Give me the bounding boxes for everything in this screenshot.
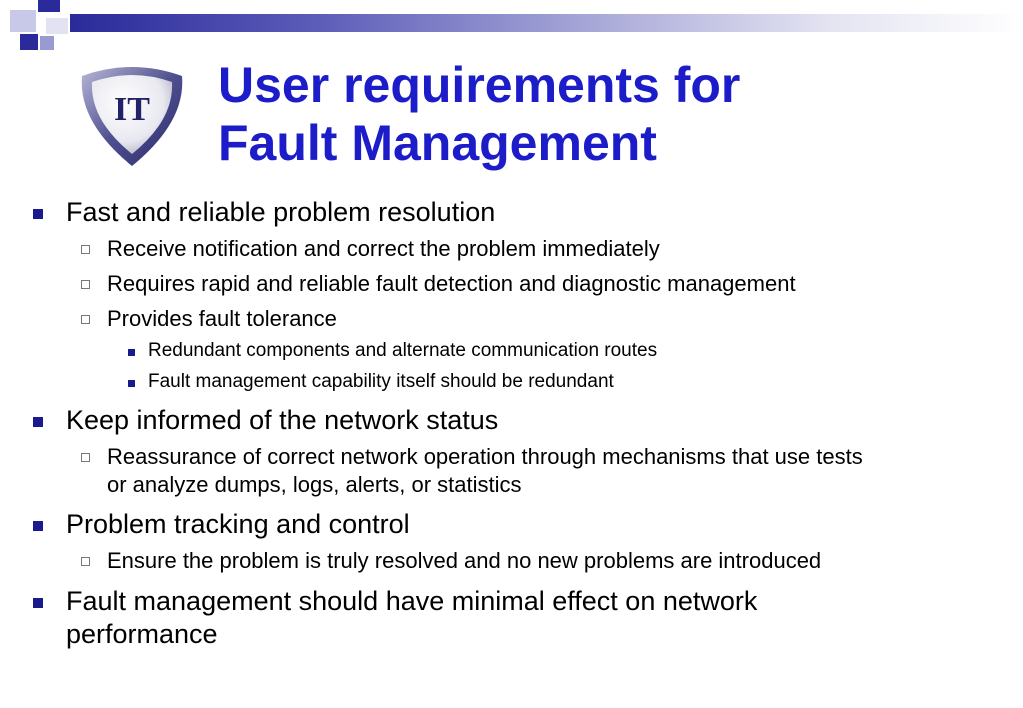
hollow-square-icon <box>81 245 90 254</box>
bullet-text: Fault management should have minimal effect on network <box>66 586 758 616</box>
hollow-square-icon <box>81 453 90 462</box>
hollow-square-icon <box>81 557 90 566</box>
bullet-square-icon <box>33 209 43 219</box>
small-square-icon <box>128 349 135 356</box>
sub-bullet-text: Receive notification and correct the problem immediately <box>107 236 660 261</box>
bullet-text-cont: performance <box>66 619 218 649</box>
sub-sub-bullet-text: Fault management capability itself should be redundant <box>148 371 614 392</box>
sub-bullet-text-cont: or analyze dumps, logs, alerts, or statistics <box>107 472 522 497</box>
logo-text: IT <box>114 91 150 128</box>
small-square-icon <box>128 380 135 387</box>
title-line-2: Fault Management <box>218 115 657 171</box>
title-line-1: User requirements for <box>218 57 741 113</box>
bullet-text: Problem tracking and control <box>66 509 410 539</box>
sub-bullet-text: Reassurance of correct network operation through mechanisms that use tests <box>107 444 863 469</box>
bullet-square-icon <box>33 417 43 427</box>
sub-bullet-text: Provides fault tolerance <box>107 306 337 331</box>
sub-bullet-text: Requires rapid and reliable fault detection and diagnostic management <box>107 271 796 296</box>
bullet-text: Fast and reliable problem resolution <box>66 197 496 227</box>
bullet-square-icon <box>33 598 43 608</box>
hollow-square-icon <box>81 280 90 289</box>
sub-bullet-text: Ensure the problem is truly resolved and no new problems are introduced <box>107 548 822 573</box>
sub-sub-bullet-text: Redundant components and alternate communication routes <box>148 340 658 361</box>
hollow-square-icon <box>81 315 90 324</box>
bullet-text: Keep informed of the network status <box>66 405 499 435</box>
bullet-square-icon <box>33 521 43 531</box>
